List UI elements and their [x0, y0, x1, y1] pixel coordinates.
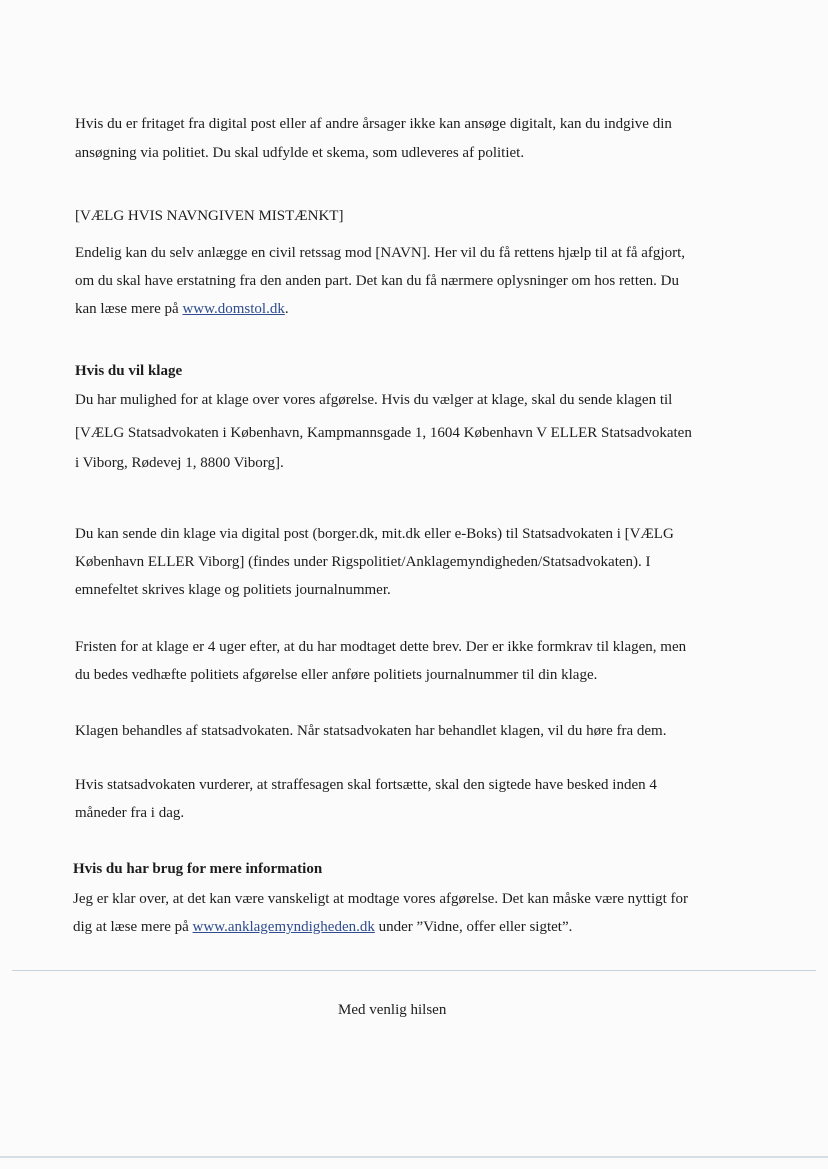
closing-text: Med venlig hilsen — [338, 1002, 447, 1018]
para7-line1: Hvis statsadvokaten vurderer, at straffesagen skal fortsætte, skal den sigtede have besked inden 4 — [75, 777, 657, 793]
para3-line1: Du har mulighed for at klage over vores afgørelse. Hvis du vælger at klage, skal du sende klagen til — [75, 392, 673, 408]
para3-line3: i Viborg, Rødevej 1, 8800 Viborg]. — [75, 455, 284, 471]
anklagemyndigheden-link[interactable]: www.anklagemyndigheden.dk — [192, 919, 375, 935]
para5-line1: Fristen for at klage er 4 uger efter, at du har modtaget dette brev. Der er ikke formkrav til klagen, men — [75, 639, 687, 655]
para3-line2: [VÆLG Statsadvokaten i København, Kampmannsgade 1, 1604 København V ELLER Statsadvokaten — [75, 425, 692, 441]
para5-line2: du bedes vedhæfte politiets afgørelse eller anføre politiets journalnummer til din klage. — [75, 667, 598, 683]
para4-line1: Du kan sende din klage via digital post (borger.dk, mit.dk eller e-Boks) til Statsadvokaten i [VÆLG — [75, 526, 674, 542]
domstol-link[interactable]: www.domstol.dk — [182, 301, 285, 317]
para4-line2: København ELLER Viborg] (findes under Rigspolitiet/Anklagemyndigheden/Statsadvokaten). I — [75, 554, 651, 570]
para1-line2: ansøgning via politiet. Du skal udfylde et skema, som udleveres af politiet. — [75, 145, 525, 161]
para2-line3-suffix: . — [284, 301, 289, 317]
para2-line2: om du skal have erstatning fra den anden part. Det kan du få nærmere oplysninger om hos retten. Du — [75, 273, 679, 289]
heading-info: Hvis du har brug for mere information — [73, 861, 323, 877]
para2-line3 — [75, 295, 289, 324]
para4-line3: emnefeltet skrives klage og politiets journalnummer. — [75, 582, 391, 598]
page-bottom-edge — [0, 1156, 828, 1158]
para8-line2-prefix: dig at læse mere på — [73, 919, 193, 935]
para7-line2: måneder fra i dag. — [75, 805, 185, 821]
para2-line1: Endelig kan du selv anlægge en civil retssag mod [NAVN]. Her vil du få rettens hjælp til at få afgjort, — [75, 245, 685, 261]
heading-mistaenkt: [VÆLG HVIS NAVNGIVEN MISTÆNKT] — [75, 208, 344, 224]
para2-line3-prefix: kan læse mere på — [75, 301, 183, 317]
separator-line — [12, 970, 816, 971]
para6-line1: Klagen behandles af statsadvokaten. Når statsadvokaten har behandlet klagen, vil du høre fra dem. — [75, 723, 667, 739]
heading-klage: Hvis du vil klage — [75, 363, 183, 379]
para8-line2 — [73, 913, 572, 942]
para8-line2-suffix: under ”Vidne, offer eller sigtet”. — [374, 919, 573, 935]
para8-line1: Jeg er klar over, at det kan være vanskeligt at modtage vores afgørelse. Det kan måske være nyttigt for — [73, 891, 689, 907]
para1-line1: Hvis du er fritaget fra digital post eller af andre årsager ikke kan ansøge digitalt, kan du indgive din — [75, 116, 672, 132]
